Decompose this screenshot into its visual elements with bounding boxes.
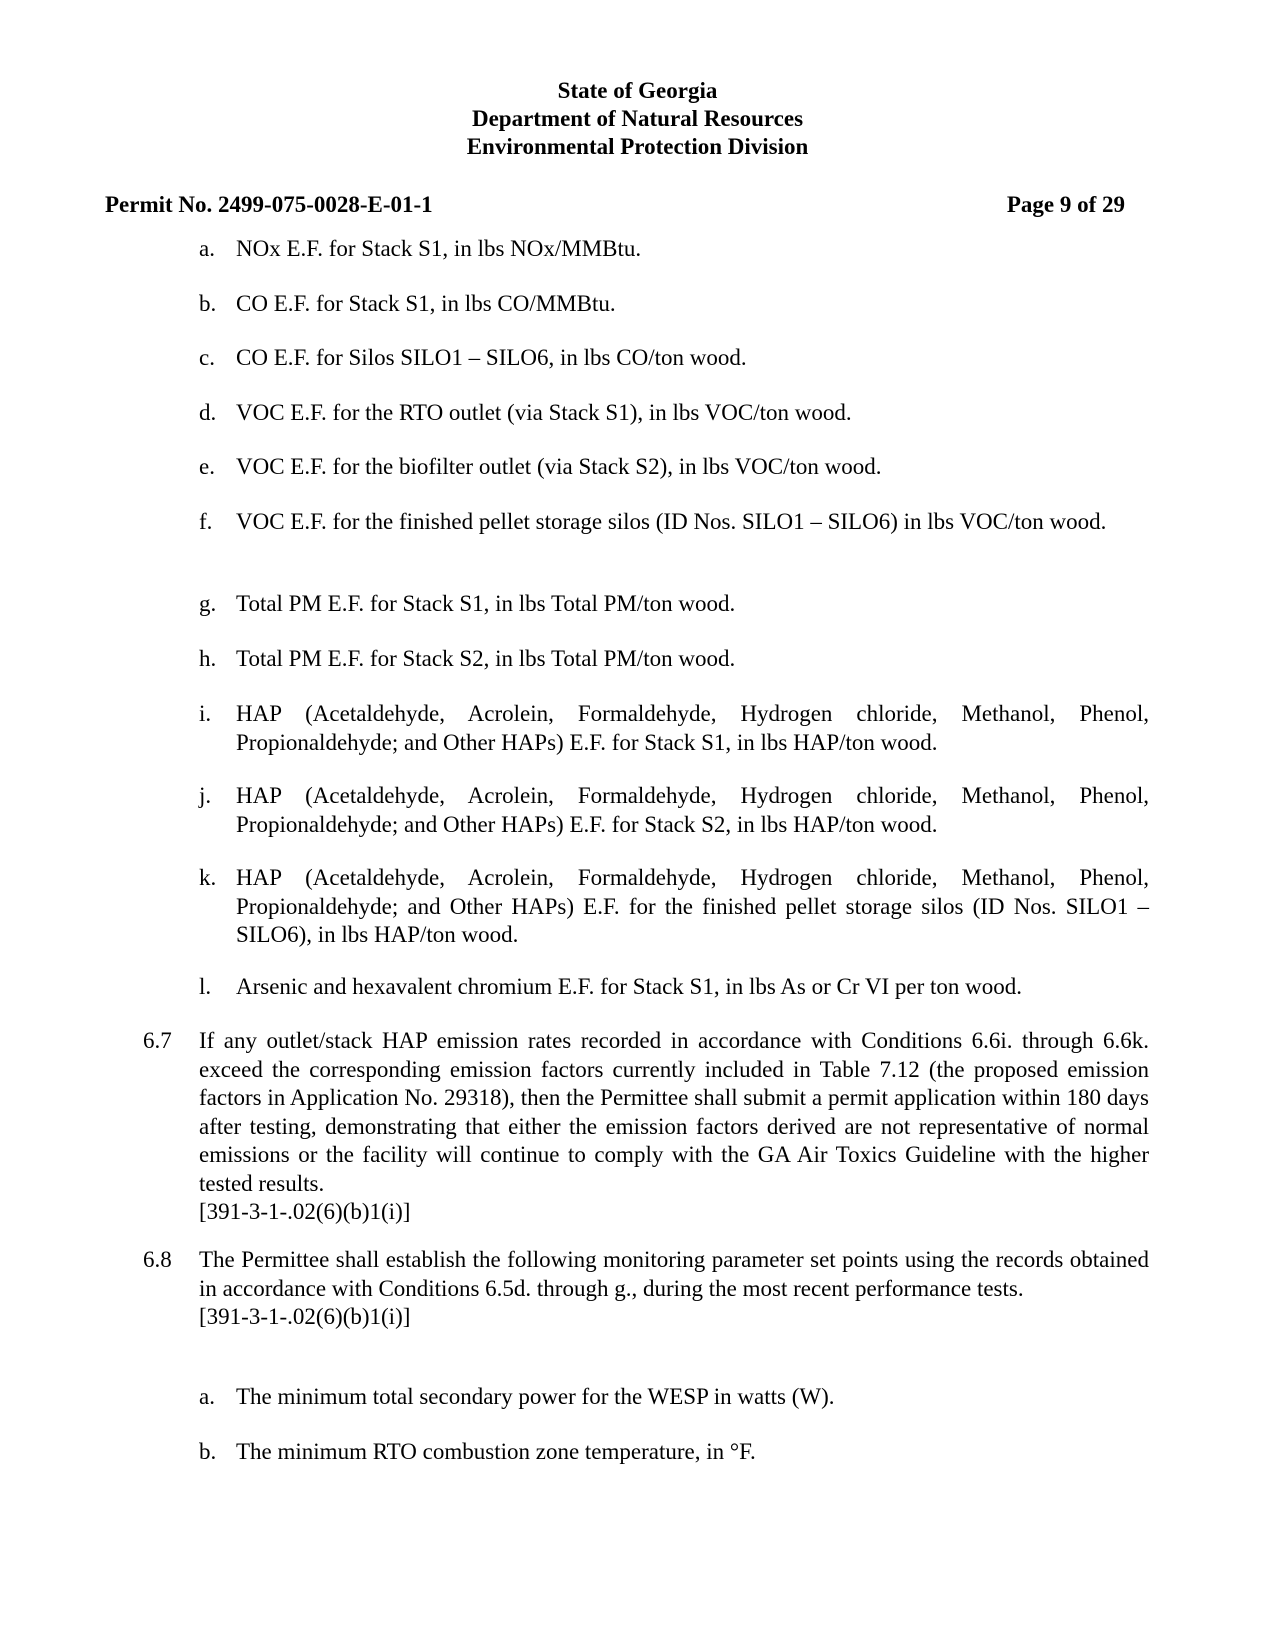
list-item-label: a. — [199, 236, 215, 261]
list-item — [199, 235, 1149, 264]
list-item-label: g. — [199, 591, 217, 616]
list-item-label: a. — [199, 1384, 215, 1409]
condition-6-8 — [143, 1246, 1149, 1332]
list-item — [199, 290, 1149, 319]
condition-text — [199, 1027, 1149, 1227]
list-item-label: j. — [199, 783, 212, 808]
list-item — [199, 645, 1149, 674]
header-state: State of Georgia — [557, 78, 718, 103]
condition-number: 6.7 — [143, 1028, 172, 1053]
list-item — [199, 344, 1149, 373]
list-item-text: HAP (Acetaldehyde, Acrolein, Formaldehyde, Hydrogen chloride, Methanol, Phenol, Propionaldehyde; and Other HAPs) E.F. for Stack S1, in lbs HAP/ton wood. — [236, 701, 1149, 755]
list-item — [199, 508, 1149, 537]
condition-number: 6.8 — [143, 1247, 172, 1272]
regulation-citation: [391-3-1-.02(6)(b)1(i)] — [199, 1304, 411, 1329]
list-item — [199, 782, 1149, 839]
list-item-text: VOC E.F. for the biofilter outlet (via Stack S2), in lbs VOC/ton wood. — [236, 454, 882, 479]
list-item-text: CO E.F. for Stack S1, in lbs CO/MMBtu. — [236, 291, 616, 316]
list-item — [199, 399, 1149, 428]
list-item-label: h. — [199, 646, 217, 671]
header-division: Environmental Protection Division — [466, 134, 809, 159]
list-item-text: HAP (Acetaldehyde, Acrolein, Formaldehyde, Hydrogen chloride, Methanol, Phenol, Propionaldehyde; and Other HAPs) E.F. for Stack S2, in lbs HAP/ton wood. — [236, 783, 1149, 837]
page-number: Page 9 of 29 — [1006, 192, 1125, 217]
list-item-label: k. — [199, 865, 217, 890]
list-item — [199, 590, 1149, 619]
list-item — [199, 700, 1149, 757]
list-item — [199, 1438, 1149, 1467]
list-item-label: b. — [199, 1439, 217, 1464]
list-item-label: l. — [199, 974, 212, 999]
list-item — [199, 864, 1149, 950]
list-item — [199, 453, 1149, 482]
list-item-text: VOC E.F. for the RTO outlet (via Stack S1), in lbs VOC/ton wood. — [236, 400, 852, 425]
condition-body: If any outlet/stack HAP emission rates recorded in accordance with Conditions 6.6i. through 6.6k. exceed the corresponding emission factors currently included in Table 7.12 (the proposed emission factors in Application No. 29318), then the Permittee shall submit a permit application within 180 days after testing, demonstrating that either the emission factors derived are not representative of normal emissions or the facility will continue to comply with the GA Air Toxics Guideline with the higher tested results. — [199, 1028, 1149, 1196]
regulation-citation: [391-3-1-.02(6)(b)1(i)] — [199, 1199, 411, 1224]
list-item-text: The minimum RTO combustion zone temperature, in °F. — [236, 1439, 756, 1464]
list-item-label: f. — [199, 509, 213, 534]
list-item-text: CO E.F. for Silos SILO1 – SILO6, in lbs CO/ton wood. — [236, 345, 747, 370]
list-item-text: Arsenic and hexavalent chromium E.F. for Stack S1, in lbs As or Cr VI per ton wood. — [236, 974, 1022, 999]
condition-body: The Permittee shall establish the following monitoring parameter set points using the records obtained in accordance with Conditions 6.5d. through g., during the most recent performance tests. — [199, 1247, 1149, 1301]
list-item-text: HAP (Acetaldehyde, Acrolein, Formaldehyde, Hydrogen chloride, Methanol, Phenol, Propionaldehyde; and Other HAPs) E.F. for the finished pellet storage silos (ID Nos. SILO1 – SILO6), in lbs HAP/ton wood. — [236, 865, 1149, 947]
list-item-text: The minimum total secondary power for the WESP in watts (W). — [236, 1384, 835, 1409]
list-item-label: e. — [199, 454, 215, 479]
list-item-label: c. — [199, 345, 215, 370]
header-department: Department of Natural Resources — [471, 106, 804, 131]
condition-text — [199, 1246, 1149, 1332]
list-item — [199, 973, 1149, 1002]
permit-number: Permit No. 2499-075-0028-E-01-1 — [105, 192, 433, 217]
condition-6-7 — [143, 1027, 1149, 1227]
list-item — [199, 1383, 1149, 1412]
list-item-text: Total PM E.F. for Stack S1, in lbs Total PM/ton wood. — [236, 591, 736, 616]
list-item-text: NOx E.F. for Stack S1, in lbs NOx/MMBtu. — [236, 236, 642, 261]
list-item-label: i. — [199, 701, 212, 726]
list-item-label: b. — [199, 291, 217, 316]
list-item-text: Total PM E.F. for Stack S2, in lbs Total PM/ton wood. — [236, 646, 736, 671]
list-item-text: VOC E.F. for the finished pellet storage silos (ID Nos. SILO1 – SILO6) in lbs VOC/ton wood. — [236, 509, 1107, 534]
list-item-label: d. — [199, 400, 217, 425]
